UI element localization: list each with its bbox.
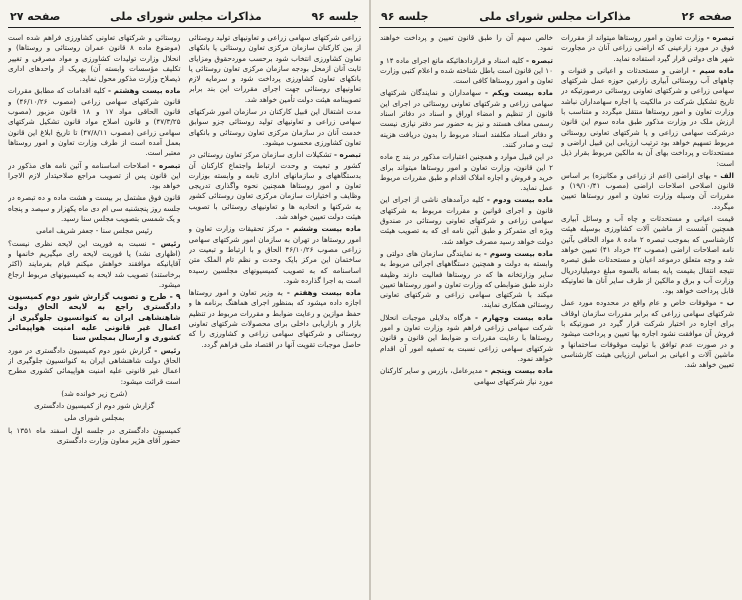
paragraph (380, 33, 553, 54)
article-heading: ماده بیست وهفتم - (286, 288, 361, 298)
paragraph-text: رئیس مجلس سنا - جعفر شریف امامی (36, 226, 153, 236)
paragraph-text: گزارش شور دوم از کمیسیون دادگستری (34, 401, 155, 411)
right-page-header (379, 6, 734, 28)
paragraph-text: مدیرعامل، بازرس و سایر کارکنان مورد نیاز شرکتهای سهامی (380, 366, 553, 386)
paragraph-text: در این قبیل موارد و همچنین اعتبارات مذکور در بند ج ماده ۲ این قانون، وزارت تعاون و امور روستاها میتواند برای خرید و فروش و اجاره املاک اقدام و طبق مقررات مربوط عمل نماید. (380, 152, 553, 193)
right-page-number: صفحه ۲۶ (681, 9, 732, 23)
paragraph-text: بهای اراضی (اعم از زراعی و مکانیزه) بر اساس قانون اصلاحی اصلاحات اراضی (مصوب ۱۹/۱۰/۴۱) و مقررات آن وسیله وزارت تعاون و امور روستاها تعیین میگردد. (561, 170, 734, 211)
left-session-label: جلسه ۹۶ (311, 9, 359, 23)
paragraph (8, 426, 181, 447)
paragraph (380, 366, 553, 387)
paragraph (380, 249, 553, 311)
paragraph-text: اراضی و مستحدثات و اعیانی و قنوات و چاههای آب روستائی آبیاری زارعین حوزه عمل شرکتهای سهامی زراعی و شرکتهای تعاونی روستائی درصورتیکه در تاریخ تشکیل شرکت در مالکیت یا اجاره سهامداران نباشد وزارت تعاون و امور روستاها منتقل میگردد و متناسب با ارزش ملک در وزارت مذکور طبق ماده سوم این قانون درشرکت سهامی زراعی و یا شرکتهای تعاونی روستائی مربوط تسهیم خواهد بود ترتیب ارزیابی این قبیل اراضی و مستحدثات و پرداخت بهای آن به مالکین مربوط بقرار ذیل است: (561, 65, 734, 168)
paragraph-text: مرکز تحقیقات وزارت تعاون و امور روستاها در تهران به سازمان امور شرکتهای سهامی زراعی مصوب ۴۶/۱۰/۲۶ الحاق و با ارتباط و تبعیت در ساختمان این مرکز بایک وحدت و نظم تام الملک متن اساسنامه که به تصویب کمیسیونهای مجلسین رسیده است به اجرا گذارده شود. (188, 224, 361, 285)
right-page-right-column (561, 33, 734, 598)
article-heading: تبصره - (152, 160, 181, 170)
paragraph-text: به نمایندگی سازمان های دولتی و وابسته به دولت و همچنین دستگاههای اجرائی مربوط به سایر وزارتخانه ها که در روستاها فعالیت دارند وظیفه دارند طبق ضوابطی که وزارت تعاون و امور روستاها تعیین میکند با شرکتهای سهامی زراعی و شرکتهای تعاونی روستائی همکاری نمایند. (380, 248, 553, 310)
paragraph (8, 413, 181, 423)
article-heading: تبصره - (525, 55, 553, 65)
article-heading: تبصره - (706, 33, 734, 42)
right-page-title: مذاکرات مجلس شورای ملی (479, 9, 631, 23)
paragraph-text: قانون فوق مشتمل بر بیست و هشت ماده و ده تبصره در جلسه روز پنجشنبه سی ام دی ماه یکهزار و سیصد و پنجاه و یک شمسی بتصویب مجلس سنا رسید. (8, 193, 181, 224)
paragraph (380, 152, 553, 193)
paragraph-text: به وزیر تعاون و امور روستاها اجازه داده میشود که بمنظور اجرای هماهنگ برنامه ها و حفظ موازین و رعایت ضوابط و مقررات مربوط در تنظیم بازار و بازاریابی داخلی برای محصولات شرکتهای تعاونی روستائی و شرکتهای سهامی زراعی و کشاورزی را که حاصل موجبات تقویت آنها در اقتصاد ملی فراهم گردد. (188, 288, 361, 349)
right-page-left-column (380, 33, 553, 598)
paragraph-text: خالص سهم آن را طبق قانون تعیین و پرداخت خواهند نمود. (380, 33, 553, 53)
paragraph (561, 298, 734, 370)
right-page (371, 0, 742, 600)
paragraph (561, 171, 734, 212)
paragraph-text: تشکیلات اداری سازمان مرکز تعاون روستائی در کشور و تبعیت و وحدت ارتباط واجتماع کارکنان آن بدستگاههای و سازمانهای اداری تابعه و وابسته بوزارت تعاون و امور روستاها همچنین نحوه واگذاری تدریجی وظایف و اختیارات سازمان مرکزی تعاون روستائی کشور به شرکتها و اتحادیه ها و تعاونیهای روستائی با تصویب هیئت دولت تعیین خواهد شد. (188, 150, 361, 222)
paragraph (380, 195, 553, 246)
paragraph-text: روستائی و شرکتهای تعاونی کشاورزی فراهم شده است (موضوع ماده ۸ قانون عمران روستائی و روستاها) و انحلال وزارت تولیدات کشاورزی و مواد مصرفی و تغییر تکلیف مؤسسات وابسته آن) بهریک از واحدهای اداری ذیصلاح وزارت مذکور محول نماید. (8, 33, 181, 84)
paragraph (8, 401, 181, 411)
left-page-title: مذاکرات مجلس شورای ملی (110, 9, 262, 23)
right-session-label: جلسه ۹۶ (381, 9, 429, 23)
article-heading: رئیس - (154, 345, 181, 355)
paragraph-text: کمیسیون دادگستری در جلسه اول اسفند ماه ۱۳۵۱ با حضور آقای هژیر معاون وزارت دادگستری (8, 425, 181, 445)
left-page-columns (8, 33, 361, 598)
article-heading: ماده سیم - (692, 65, 734, 75)
paragraph (189, 150, 362, 222)
article-heading: ماده بیست وچهارم - (475, 312, 553, 322)
paragraph-text: قیمت اعیانی و مستحدثات و چاه آب و وسائل آبیاری همچنین آشست از ماشین آلات کشاورزی بوسیله هیئت کارشناسی که بموجب تبصره ۲ ماده ۸ مواد الحاقی بآئین نامه اصلاحات اراضی (مصوب ۲۲ خرداد ۴۱) تعیین خواهد شد و وجه متعلق درموعد اعیان و مستحدثات طبق تبصره نتیجه انتقال بقیمت پایه بسانه بالسوه مبلغ دومیلیاردریال وزارت آب و برق و مالکین از طرف سایر آنان ها تعاونیکه قابل پرداخت خواهد بود. (561, 214, 734, 296)
article-heading: تبصره - (333, 150, 361, 160)
paragraph (561, 33, 734, 64)
paragraph-text: نسبت به فوریت این لایحه نظری نیست؟ (اظهاری نشد) یا فوریت لایحه رای میگیریم خانمها و آقایانیکه موافقند خواهش میکنم قیام بفرمایند (اکثر برخاستند) تصویب شد لایحه به کمیسیونهای مربوط ارجاع میشود. (8, 238, 181, 289)
paragraph (380, 88, 553, 150)
paragraph (189, 33, 362, 105)
left-page-number: صفحه ۲۷ (10, 9, 61, 23)
paragraph (189, 107, 362, 148)
article-heading: الف - (713, 170, 734, 180)
article-heading: ماده بیست وسوم - (483, 248, 553, 258)
paragraph (189, 224, 362, 286)
right-page-columns (379, 33, 734, 598)
article-heading: ب - (720, 298, 734, 308)
paragraph (8, 226, 181, 236)
article-heading: ماده بیست وششم - (286, 224, 361, 234)
left-page-left-column (8, 33, 181, 598)
paragraph (561, 214, 734, 296)
paragraph (189, 288, 362, 350)
paragraph (8, 161, 181, 192)
article-heading: ۹ - طرح و تصویب گزارش شور دوم کمیسیون دادگستری راجع به لایحه الحاق دولت شاهنشاهی ایران به کنوانسیون جلوگیری از اعمال غیر قانونی علیه امنیت هواپیمائی کشوری و ارسال بمجلس سنا (8, 292, 181, 343)
paragraph-text: وزارت تعاون و امور روستاها میتواند از مقررات فوق در مورد زارعینی که اراضی زراعی آنان در مجاورت شهر های دولتی قرار گیرد استفاده نماید. (561, 33, 734, 63)
paragraph (8, 86, 181, 158)
paragraph (380, 56, 553, 87)
article-heading: رئیس - (151, 238, 181, 248)
paragraph-text: (شرح زیر خوانده شد) (61, 388, 128, 398)
paragraph (8, 239, 181, 290)
paragraph-text: موقوفات خاص و عام واقع در محدوده مورد عمل شرکتهای سهامی زراعی که برابر مقررات سازمان اوقاف برای اجاره در اختیار شرکت قرار گیرد در صورتیکه با فروش آن موافقت نشود اجاره بها تعیین و پرداخت میشود و در صورت عدم توافق با تولیت موقوفات ساختمانها و ماشین آلات و اعیانی بر اساس ارزیابی هیئت کارشناسی تعیین خواهد شد. (561, 298, 734, 370)
article-heading: ماده بیست وپنجم - (484, 366, 553, 376)
paragraph (8, 389, 181, 399)
paragraph (380, 313, 553, 364)
paragraph-text: کلیه درآمدهای ناشی از اجرای این قانون و اجرای قوانین و مقررات مربوط به شرکتهای سهامی زراعی و شرکتهای تعاونی روستائی در صندوق ویژه ای متمرکز و طبق آئین نامه ای که به تصویب هیئت دولت خواهد رسید مصرف خواهد شد. (380, 195, 553, 246)
paragraph (8, 346, 181, 387)
article-heading: ماده بیست ودوم - (486, 195, 553, 205)
paragraph-text: گزارش شور دوم کمیسیون دادگستری در مورد الحاق دولت شاهنشاهی ایران به کنوانسیون جلوگیری از اعمال غیر قانونی علیه امنیت هواپیمائی کشوری مطرح است قرائت میشود: (8, 345, 181, 386)
article-heading: ماده بیست ویکم - (484, 88, 553, 98)
left-page-right-column (189, 33, 362, 598)
paragraph-text: هرگاه بدلایلی موجبات انحلال شرکت سهامی زراعی فراهم شود وزارت تعاون و امور روستاها با رعایت مقررات و ضوابط این قانون و قانون شرکتهای سهامی زراعی نسبت به تصفیه امور آن اقدام خواهد نمود. (380, 312, 553, 363)
paragraph (8, 33, 181, 84)
paragraph-text: سهامداران و نمایندگان شرکتهای سهامی زراعی و شرکتهای تعاونی روستائی در اجرای این قانون از تنظیم و امضاء اوراق و اسناد در دفاتر اسناد رسمی معاف هستند و نیز به حضور سر دفتر نیازی نیست و دفاتر اسناد مکلفند اسناد مربوط را بدون دریافت هزینه ثبت و صادر کنند. (380, 88, 553, 149)
article-heading: ماده بیست وهشتم - (107, 86, 181, 96)
left-page-header (8, 6, 361, 28)
paragraph-text: کلیه اقدامات که مطابق مقررات قانون شرکتهای سهامی زراعی (مصوب ۴۶/۱۰/۲۶) و قانون الحاقی مواد ۱۷ و ۱۸ قانون مزبور (مصوب ۴۷/۳/۲۵) و قانون اصلاح مواد قانون تشکیل شرکتهای سهامی زراعی (مصوب ۴۷/۸/۱۱) تا تاریخ ابلاغ این قانون بعمل آمده است از طرف وزارت تعاون و امور روستاها معتبر است. (8, 86, 181, 158)
paragraph-text: کلیه اسناد و قراردادهائیکه مانع اجرای ماده ۱۴ و ۱۰ این قانون است باطل شناخته شده و اعلام کتبی وزارت تعاون و امور روستاها کافی است. (380, 55, 553, 86)
paragraph-text: مدت اشتغال این قبیل کارکنان در سازمان امور شرکتهای سهامی زراعی و تعاونیهای تولید روستائی جزو سوابق خدمت آنان در سازمان مرکزی تعاون روستائی و بانکهای تعاون کشاورزی محسوب میشود. (188, 107, 361, 147)
paragraph-text: زراعی شرکتهای سهامی زراعی و تعاونیهای تولید روستائی از بین کارکنان سازمان مرکزی تعاون روستائی یا بانکهای تعاون کشاورزی انتخاب شود برحسب موردحقوق ومزایای ثابت آنان ازمحل بودجه سازمان مرکزی تعاون روستائی یا بانکهای تعاون کشاورزی پرداخت شود و سرمایه لازم تعاونیهای روستائی جهت اجرای مقررات این بند برابر تصویبنامه هیئت دولت تأمین خواهد شد. (188, 33, 361, 104)
paragraph (8, 292, 181, 343)
paragraph-text: اصلاحات اساسنامه و آئین نامه های مذکور در این قانون پس از تصویب مراجع صلاحیتدار لازم الاجرا خواهد بود. (8, 160, 181, 191)
paragraph (561, 66, 734, 169)
paragraph-text: بمجلس شورای ملی (64, 413, 125, 423)
paragraph (8, 193, 181, 224)
